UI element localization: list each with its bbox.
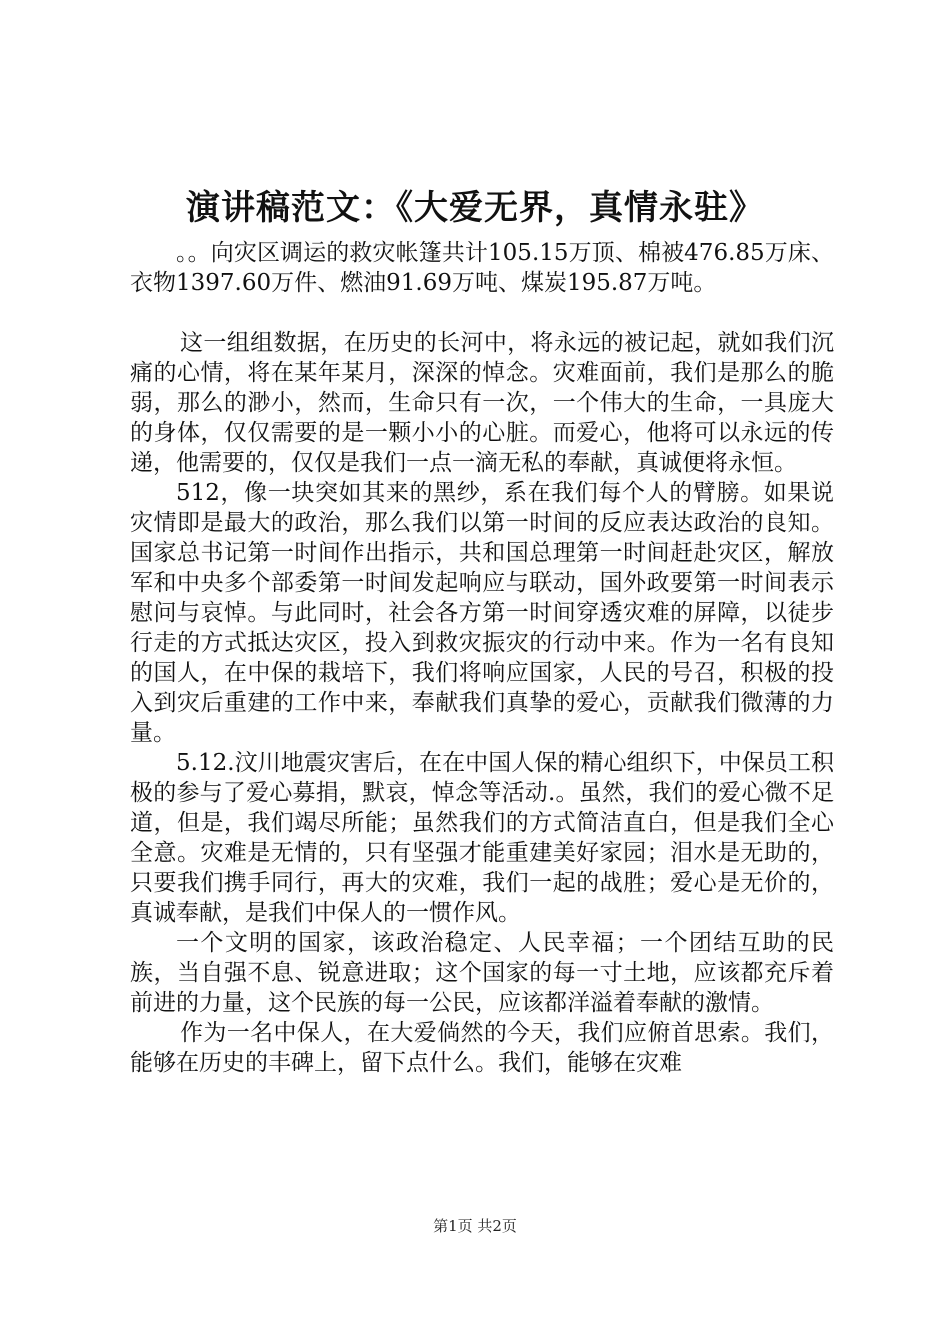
paragraph-data-reflection: 这一组组数据，在历史的长河中，将永远的被记起，就如我们沉痛的心情，将在某年某月，深深的悼念。灾难面前，我们是那么的脆弱，那么的渺小，然而，生命只有一次，一个伟大的生命，一具庞大的身体，仅仅需要的是一颗小小的心脏。而爱心，他将可以永远的传递，他需要的，仅仅是我们一点一滴无私的奉献，真诚便将永恒。 (130, 330, 834, 476)
paragraph-intro: 。。向灾区调运的救灾帐篷共计105.15万顶、棉被476.85万床、衣物1397.60万件、燃油91.69万吨、煤炭195.87万吨。 (130, 240, 834, 296)
paragraph-reflection-end: 作为一名中保人，在大爱倘然的今天，我们应俯首思索。我们，能够在历史的丰碑上，留下点什么。我们，能够在灾难 (130, 1020, 834, 1076)
document-title: 演讲稿范文：《大爱无界，真情永驻》 (186, 188, 764, 228)
paragraph-512-response: 512，像一块突如其来的黑纱，系在我们每个人的臂膀。如果说灾情即是最大的政治，那么我们以第一时间的反应表达政治的良知。国家总书记第一时间作出指示，共和国总理第一时间赶赴灾区，解放军和中央多个部委第一时间发起响应与联动，国外政要第一时间表示慰问与哀悼。与此同时，社会各方第一时间穿透灾难的屏障，以徒步行走的方式抵达灾区，投入到救灾振灾的行动中来。作为一名有良知的国人，在中保的栽培下，我们将响应国家，人民的号召，积极的投入到灾后重建的工作中来，奉献我们真挚的爱心，贡献我们微薄的力量。 (130, 480, 834, 746)
document-body (130, 238, 834, 1078)
page-footer: 第1页 共2页 (433, 1217, 517, 1235)
paragraph-nation: 一个文明的国家，该政治稳定、人民幸福；一个团结互助的民族，当自强不息、锐意进取；这个国家的每一寸土地，应该都充斥着前进的力量，这个民族的每一公民，应该都洋溢着奉献的激情。 (130, 930, 834, 1016)
paragraph-company-activities: 5.12.汶川地震灾害后，在在中国人保的精心组织下，中保员工积极的参与了爱心募捐，默哀，悼念等活动.。虽然，我们的爱心微不足道，但是，我们竭尽所能；虽然我们的方式简洁直白，但是我们全心全意。灾难是无情的，只有坚强才能重建美好家园；泪水是无助的，只要我们携手同行，再大的灾难，我们一起的战胜；爱心是无价的，真诚奉献，是我们中保人的一惯作风。 (130, 750, 834, 926)
